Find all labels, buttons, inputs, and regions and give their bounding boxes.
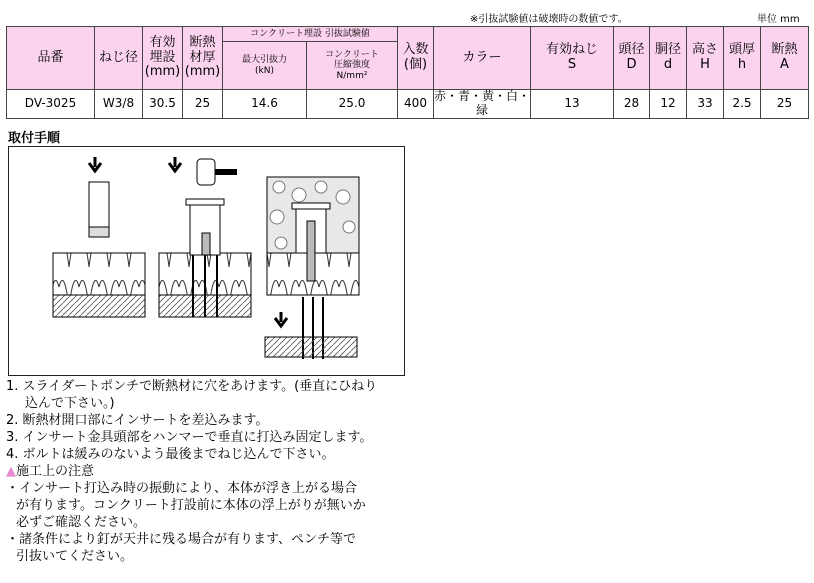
caution-item-cont: 引抜いてください。 [16,549,134,564]
step-1: 1. スライダートポンチで断熱材に穴をあけます。(垂直にひねり [6,379,378,394]
installation-diagram [8,146,405,376]
cell-takasa: 33 [687,90,724,119]
header-concrete-group: コンクリート埋設 引抜試験値 [223,27,398,42]
header-dokei-l2: d [663,57,673,72]
cell-maisetsu: 30.5 [143,90,183,119]
step-2: 2. 断熱材開口部にインサートを差込みます。 [6,413,269,428]
header-dannetsu-atsu-l2: 材厚 [189,49,216,65]
table-row [7,90,809,119]
step-1-cont: 込んで下さい。) [25,396,115,411]
header-yuko-neji [531,27,614,90]
header-dannetsu-atsu-l3: (mm) [184,64,221,80]
header-nejikei: ねじ径 [95,27,143,90]
header-toatsu-l2: h [737,57,747,72]
header-irisu-l2: (個) [403,57,428,72]
header-takasa-l1: 高さ [691,42,718,58]
caution-triangle-icon: ▲ [6,464,16,479]
cell-dokei: 12 [650,90,687,119]
header-dannetsu-atsu [183,27,223,90]
header-yuko-neji-l2: S [567,57,577,72]
step-3: 3. インサート金具頭部をハンマーで垂直に打込み固定します。 [6,430,373,445]
step2-figure [159,157,251,317]
header-toatsu-l1: 頭厚 [728,42,755,58]
cell-concrete-strength: 25.0 [307,90,398,119]
installation-illustration [9,147,404,375]
caution-item: ・諸条件により釘が天井に残る場合が有ります、ペンチ等で [6,532,356,547]
header-maisetsu [143,27,183,90]
header-dannetsu-l1: 断熱 [771,42,798,58]
step-4: 4. ボルトは緩みのないよう最後までねじ込んで下さい。 [6,447,335,462]
header-dannetsu-atsu-l1: 断熱 [189,34,216,50]
caution-heading [6,463,426,480]
cell-hinban: DV-3025 [7,90,95,119]
header-tokei-l2: D [626,57,637,72]
header-maisetsu-l1: 有効 [149,34,176,50]
header-max-pull [223,42,307,90]
cell-toatsu: 2.5 [724,90,761,119]
caution-item-cont: 必ずご確認ください。 [16,515,147,530]
header-hinban: 品番 [7,27,95,90]
header-dannetsu [761,27,809,90]
step3-figure [265,177,359,359]
header-yuko-neji-l1: 有効ねじ [545,42,598,58]
header-maisetsu-l2: 埋設 [149,49,176,65]
header-dokei [650,27,687,90]
cell-dannetsu: 25 [761,90,809,119]
header-maisetsu-l3: (mm) [144,64,181,80]
header-dannetsu-l2: A [780,57,789,72]
header-irisu [398,27,434,90]
test-value-note: ※引抜試験値は破壊時の数値です。 [470,14,628,25]
caution-item: ・インサート打込み時の振動により、本体が浮き上がる場合 [6,481,358,496]
cell-max-pull: 14.6 [223,90,307,119]
header-concrete-strength [307,42,398,90]
header-takasa [687,27,724,90]
cell-color: 赤・青・黄・白・緑 [434,89,531,117]
cell-irisu: 400 [398,90,434,119]
header-strength-l1: コンクリート [325,49,379,60]
caution-title: 施工上の注意 [16,464,95,479]
header-tokei-l1: 頭径 [618,42,645,58]
header-tokei [614,27,650,90]
caution-item-cont: が有ります。コンクリート打設前に本体の浮上がりが無いか [16,498,366,513]
header-irisu-l1: 入数 [402,42,429,58]
cell-dannetsu-atsu: 25 [183,90,223,119]
header-strength-l2: 圧縮強度 [333,60,370,71]
header-color: カラー [434,27,531,90]
header-max-pull-l2: (kN) [255,65,274,76]
spec-table [6,26,809,119]
cell-yuko-neji: 13 [531,90,614,119]
header-dokei-l1: 胴径 [654,42,681,58]
header-toatsu [724,27,761,90]
cell-tokei: 28 [614,90,650,119]
step1-figure [53,157,145,317]
installation-steps [6,378,426,565]
header-strength-l3: N/mm² [336,70,368,81]
cell-nejikei: W3/8 [95,90,143,119]
section-title: 取付手順 [8,131,61,146]
header-max-pull-l1: 最大引抜力 [241,55,287,66]
header-takasa-l2: H [700,57,710,72]
unit-label: 単位 mm [757,14,800,25]
